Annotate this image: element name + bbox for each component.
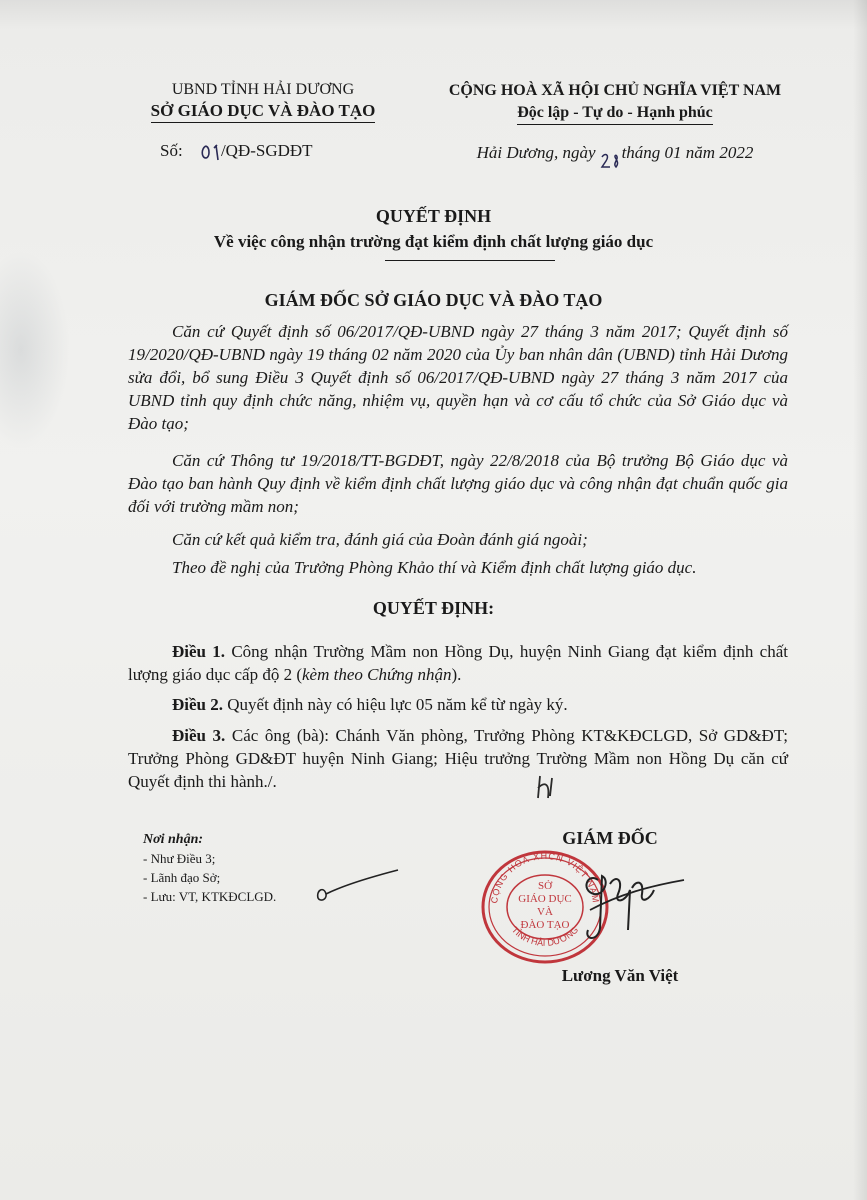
svg-text:VÀ: VÀ (537, 906, 553, 918)
svg-text:TỈNH HẢI DƯƠNG: TỈNH HẢI DƯƠNG (509, 924, 581, 948)
article-label: Điều 2. (172, 695, 223, 714)
signer-name: Lương Văn Việt (561, 966, 679, 985)
finger-smudge (0, 250, 70, 450)
issue-date-place: Hải Dương, ngày (476, 143, 596, 162)
issuer-name (128, 100, 398, 123)
document-type: QUYẾT ĐỊNH (375, 206, 492, 226)
preamble-paragraph: Căn cứ kết quả kiểm tra, đánh giá của Đoàn đánh giá ngoài; (172, 530, 588, 549)
svg-text:SỞ: SỞ (537, 880, 553, 892)
article-label: Điều 3. (172, 726, 226, 745)
recipients-title: Nơi nhận: (143, 832, 204, 847)
decision-heading: QUYẾT ĐỊNH: (372, 598, 495, 618)
page-shadow-top (0, 0, 867, 30)
issuing-authority: GIÁM ĐỐC SỞ GIÁO DỤC VÀ ĐÀO TẠO (264, 290, 603, 310)
article-text: Các ông (bà): Chánh Văn phòng, Trưởng Phòng KT&KĐCLGD, Sở GD&ĐT; Trưởng Phòng GD&ĐT huyện Ninh Giang; Hiệu trưởng Trường Mầm non Hồng Dụ căn cứ Quyết định thi hành./. (128, 726, 789, 791)
article-2 (128, 693, 788, 716)
document-number-prefix: Số: (160, 141, 183, 160)
preamble-paragraph: Theo đề nghị của Trưởng Phòng Khảo thí và Kiểm định chất lượng giáo dục. (172, 558, 697, 577)
issue-date-rest: tháng 01 năm 2022 (621, 143, 754, 162)
svg-text:ĐÀO TẠO: ĐÀO TẠO (520, 919, 570, 931)
article-text-italic: kèm theo Chứng nhận (302, 665, 452, 684)
article-3 (128, 724, 788, 793)
national-motto-text: Độc lập - Tự do - Hạnh phúc (517, 102, 713, 125)
recipient-item: - Như Điều 3; (143, 851, 216, 866)
issuer-name-text: SỞ GIÁO DỤC VÀ ĐÀO TẠO (151, 100, 376, 123)
svg-text:GIÁO DỤC: GIÁO DỤC (518, 893, 572, 905)
recipient-item: - Lãnh đạo Sở; (143, 870, 221, 885)
subject-underline (385, 260, 555, 261)
article-label: Điều 1. (172, 642, 226, 661)
preamble-paragraph: Căn cứ Quyết định số 06/2017/QĐ-UBND ngày 27 tháng 3 năm 2017; Quyết định số 19/2020/QĐ-UBND ngày 19 tháng 02 năm 2020 của Ủy ban nhân dân (UBND) tỉnh Hải Dương sửa đổi, bổ sung Điều 3 Quyết định số 06/2017/QĐ-UBND ngày 27 tháng 3 năm 2017 của UBND tỉnh quy định chức năng, nhiệm vụ, quyền hạn và cơ cấu tổ chức của Sở Giáo dục và Đào tạo; (128, 322, 788, 433)
national-title: CỘNG HOÀ XÃ HỘI CHỦ NGHĨA VIỆT NAM (448, 82, 782, 99)
recipient-item: - Lưu: VT, KTKĐCLGD. (143, 889, 277, 904)
article-text: Công nhận Trường Mầm non Hồng Dụ, huyện Ninh Giang đạt kiểm định chất lượng giáo dục cấp độ 2 ( (128, 642, 788, 684)
handwritten-initial (312, 868, 402, 908)
issuer-block (128, 80, 398, 162)
document-subject: Về việc công nhận trường đạt kiểm định chất lượng giáo dục (213, 232, 654, 251)
article-text: Quyết định này có hiệu lực 05 năm kể từ ngày ký. (223, 695, 568, 714)
preamble-paragraph: Căn cứ Thông tư 19/2018/TT-BGDĐT, ngày 22/8/2018 của Bộ trưởng Bộ Giáo dục và Đào tạo ban hành Quy định về kiểm định chất lượng giáo dục và công nhận đạt chuẩn quốc gia đối với trường mầm non; (128, 451, 788, 516)
svg-text:CỘNG HOÀ XHCN VIỆT NAM: CỘNG HOÀ XHCN VIỆT NAM (489, 850, 601, 905)
national-motto (415, 102, 815, 125)
handwritten-number (198, 140, 226, 164)
signature-title: GIÁM ĐỐC (562, 828, 658, 848)
issuer-parent: UBND TỈNH HẢI DƯƠNG (171, 81, 355, 98)
article-text-end: ). (451, 665, 462, 684)
handwritten-signature (570, 850, 690, 950)
article-1 (128, 640, 788, 686)
document-number (128, 140, 398, 162)
document-number-suffix: /QĐ-SGDĐT (220, 141, 313, 160)
handwritten-day (599, 151, 623, 171)
handwritten-initial (534, 772, 560, 802)
